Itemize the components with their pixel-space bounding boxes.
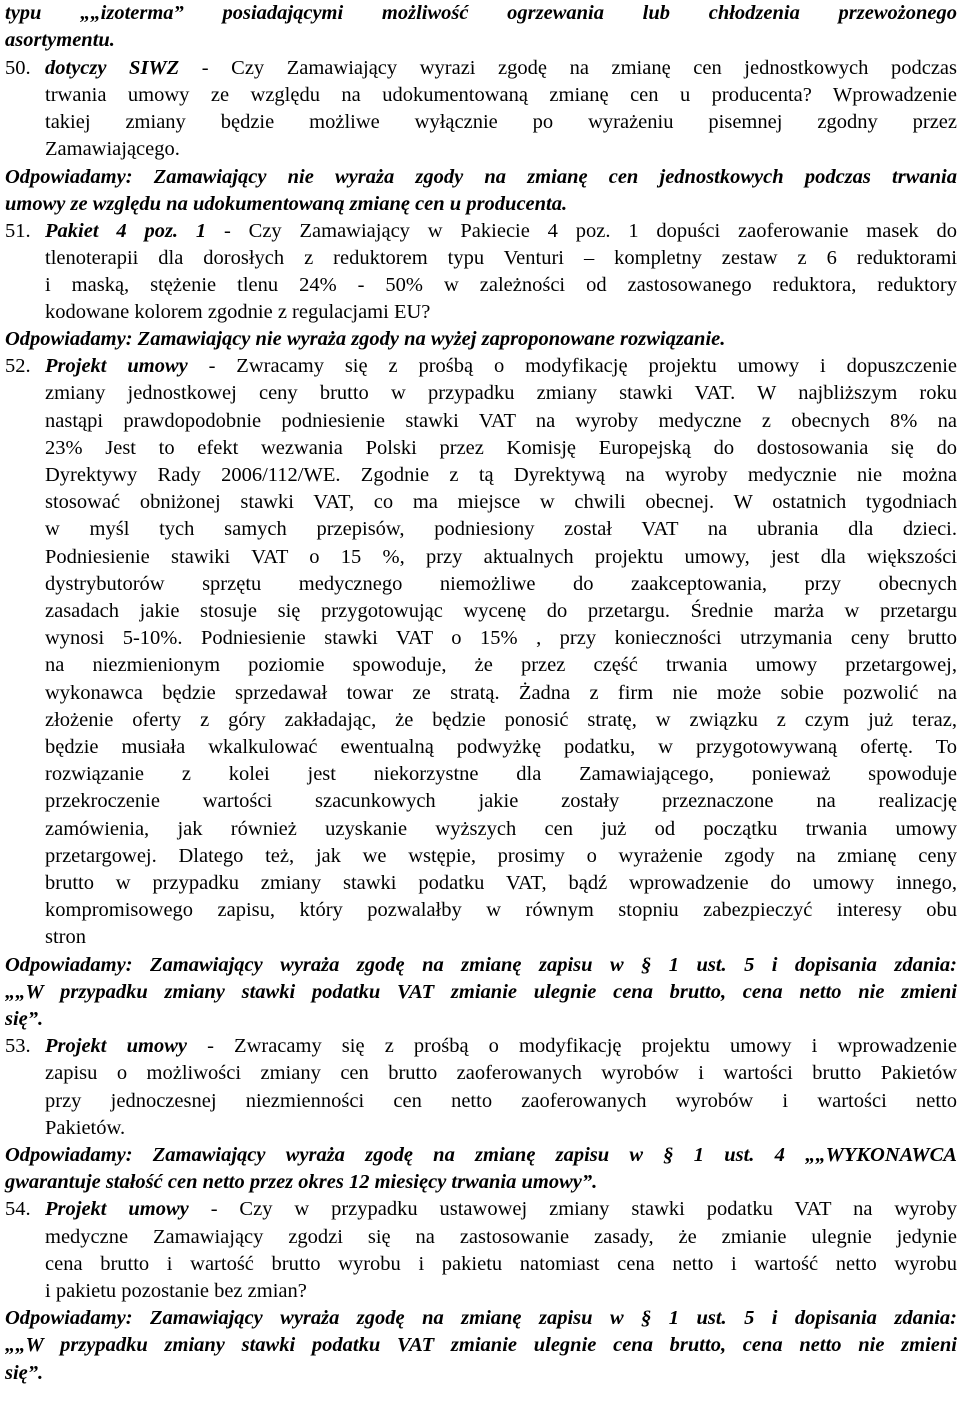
q53-line-4: Pakietów. — [45, 1117, 126, 1139]
q53-answer-line-2: gwarantuje stałość cen netto przez okres 12 miesięcy trwania umowy”. — [5, 1171, 598, 1193]
q50-line-4: Zamawiającego. — [45, 138, 180, 160]
q52-line-18: zamówienia, jak również uzyskanie wyższych cen już od początku trwania umowy — [45, 818, 957, 840]
q51-number: 51. — [5, 220, 31, 242]
q52-line-20: brutto w przypadku zmiany stawki podatku VAT, bądź wprowadzenie do umowy innego, — [45, 872, 957, 894]
q52-text: - Zwracamy się z prośbą o modyfikację projektu umowy i dopuszczenie — [187, 355, 957, 377]
q54-text: - Czy w przypadku ustawowej zmiany stawki podatku VAT na wyroby — [188, 1198, 958, 1220]
q52-line-6: stosować obniżonej stawki VAT, co ma miejsce w chwili obecnej. W ostatnich tygodniach — [45, 491, 957, 513]
q52-line-21: kompromisowego zapisu, który pozwalałby w równym stopniu zabezpieczyć interesy obu — [45, 899, 957, 921]
q50-line-3: takiej zmiany będzie możliwe wyłącznie po wyrażeniu pisemnej zgodny przez — [45, 111, 957, 133]
q52-line-16: rozwiązanie z kolei jest niekorzystne dla Zamawiającego, ponieważ spowoduje — [45, 763, 957, 785]
q53-topic: Projekt umowy — [45, 1035, 187, 1057]
q53-line-1 — [5, 1033, 957, 1060]
q52-line-3: nastąpi prawdopodobnie podniesienie stawki VAT na wyroby medyczne z obecnych 8% na — [45, 410, 957, 432]
q51-answer: Odpowiadamy: Zamawiający nie wyraża zgody na wyżej zaproponowane rozwiązanie. — [5, 328, 726, 350]
q52-line-11: wynosi 5-10%. Podniesienie stawki VAT o 15% , przy konieczności utrzymania ceny brutto — [45, 627, 957, 649]
q53-line-2: zapisu o możliwości zmiany cen brutto zaoferowanych wyrobów i wartości brutto Pakietów — [45, 1062, 957, 1084]
q50-line-1 — [5, 55, 957, 82]
intro-line-1: typu „„izoterma” posiadającymi możliwość ogrzewania lub chłodzenia przewożonego — [5, 2, 957, 24]
q52-line-7: w myśl tych samych przepisów, podniesiony został VAT na ubrania dla dzieci. — [45, 518, 957, 540]
q54-topic: Projekt umowy — [45, 1198, 189, 1220]
q51-line-4: kodowane kolorem zgodnie z regulacjami EU? — [45, 301, 431, 323]
q52-line-4: 23% Jest to efekt wezwania Polski przez Komisję Europejską do dostosowania się do — [45, 437, 957, 459]
q51-line-2: tlenoterapii dla dorosłych z reduktorem typu Venturi – kompletny zestaw z 6 reduktorami — [45, 247, 957, 269]
q54-answer-line-3: się”. — [5, 1362, 44, 1384]
q52-line-9: dystrybutorów sprzętu medycznego niemożliwe do zaakceptowania, przy obecnych — [45, 573, 957, 595]
q54-line-2: medyczne Zamawiający zgodzi się na zastosowanie zasady, że zmianie ulegnie jedynie — [45, 1226, 957, 1248]
q52-line-10: zasadach jakie stosuje się przygotowując wycenę do przetargu. Średnie marża w przetargu — [45, 600, 957, 622]
intro-line-2: asortymentu. — [5, 29, 115, 51]
q54-line-3: cena brutto i wartość brutto wyrobu i pakietu natomiast cena netto i wartość netto wyrobu — [45, 1253, 957, 1275]
q51-line-3: i maską, stężenie tlenu 24% - 50% w zależności od zastosowanego reduktora, reduktory — [45, 274, 957, 296]
q53-text: - Zwracamy się z prośbą o modyfikację projektu umowy i wprowadzenie — [186, 1035, 958, 1057]
q54-number: 54. — [5, 1198, 31, 1220]
q52-answer-line-2: „„W przypadku zmiany stawki podatku VAT zmianie ulegnie cena brutto, cena netto nie zmieni — [5, 981, 957, 1003]
q50-topic: dotyczy SIWZ — [45, 57, 180, 79]
q52-line-8: Podniesienie stawiki VAT o 15 %, przy aktualnych projektu umowy, jest dla większości — [45, 546, 957, 568]
q54-answer-line-2: „„W przypadku zmiany stawki podatku VAT zmianie ulegnie cena brutto, cena netto nie zmieni — [5, 1334, 957, 1356]
q52-line-1 — [5, 353, 957, 380]
q52-line-12: na niezmienionym poziomie spowoduje, że przez część trwania umowy przetargowej, — [45, 654, 957, 676]
q52-line-13: wykonawca będzie sprzedawał towar ze stratą. Żadna z firm nie może sobie pozwolić na — [45, 682, 957, 704]
q53-number: 53. — [5, 1035, 31, 1057]
q52-line-15: będzie musiała wkalkulować ewentualną podwyżkę podatku, w przygotowywaną ofertę. To — [45, 736, 957, 758]
q52-answer-line-1: Odpowiadamy: Zamawiający wyraża zgodę na zmianę zapisu w § 1 ust. 5 i dopisania zdania: — [5, 954, 957, 976]
q54-line-4: i pakietu pozostanie bez zmian? — [45, 1280, 307, 1302]
q53-line-3: przy jednoczesnej niezmienności cen netto zaoferowanych wyrobów i wartości netto — [45, 1090, 957, 1112]
q51-text: - Czy Zamawiający w Pakiecie 4 poz. 1 dopuści zaoferowanie masek do — [206, 220, 957, 242]
q54-line-1 — [5, 1196, 957, 1223]
q52-line-22: stron — [45, 926, 86, 948]
q50-line-2: trwania umowy ze względu na udokumentowaną zmianę cen u producenta? Wprowadzenie — [45, 84, 957, 106]
q52-number: 52. — [5, 355, 31, 377]
q50-answer-line-2: umowy ze względu na udokumentowaną zmianę cen u producenta. — [5, 193, 568, 215]
q51-topic: Pakiet 4 poz. 1 — [45, 220, 207, 242]
q52-line-17: przekroczenie wartości szacunkowych jakie zostały przeznaczone na realizację — [45, 790, 957, 812]
q52-line-14: złożenie oferty z góry zakładając, że będzie ponosić stratę, w związku z czym już teraz, — [45, 709, 957, 731]
q53-answer-line-1: Odpowiadamy: Zamawiający wyraża zgodę na zmianę zapisu w § 1 ust. 4 „„WYKONAWCA — [5, 1144, 957, 1166]
q51-line-1 — [5, 218, 957, 245]
q52-topic: Projekt umowy — [45, 355, 188, 377]
q50-text: - Czy Zamawiający wyrazi zgodę na zmianę cen jednostkowych podczas — [179, 57, 957, 79]
q52-line-19: przetargowej. Dlatego też, jak we wstępie, prosimy o wyrażenie zgody na zmianę ceny — [45, 845, 957, 867]
q50-number: 50. — [5, 57, 31, 79]
q52-line-5: Dyrektywy Rady 2006/112/WE. Zgodnie z tą Dyrektywą na wyroby medycznie nie można — [45, 464, 957, 486]
q54-answer-line-1: Odpowiadamy: Zamawiający wyraża zgodę na zmianę zapisu w § 1 ust. 5 i dopisania zdania: — [5, 1307, 957, 1329]
q50-answer-line-1: Odpowiadamy: Zamawiający nie wyraża zgody na zmianę cen jednostkowych podczas trwania — [5, 166, 957, 188]
q52-line-2: zmiany jednostkowej ceny brutto w przypadku zmiany stawki VAT. W najbliższym roku — [45, 382, 957, 404]
q52-answer-line-3: się”. — [5, 1008, 44, 1030]
